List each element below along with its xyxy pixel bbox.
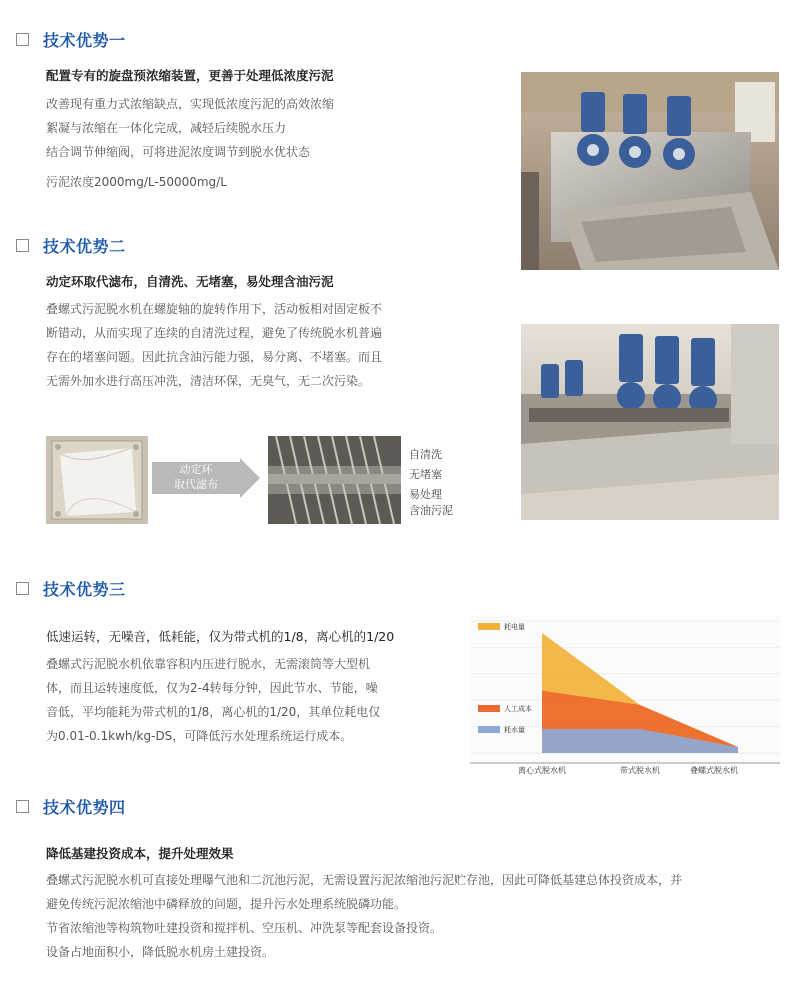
section-1-note xyxy=(46,170,227,194)
section-2-lead: 动定环取代滤布，自清洗、无堵塞，易处理含油污泥 xyxy=(46,274,334,289)
body-line: 叠螺式污泥脱水机可直接处理曝气池和二沉池污泥，无需设置污泥浓缩池污泥贮存池，因此可降低基建总体投资成本，并 xyxy=(46,873,683,887)
feature-item: 无堵塞 xyxy=(409,468,442,481)
feature-item: 易处理 xyxy=(409,488,442,501)
body-line: 存在的堵塞问题。因此抗含油污能力强，易分离、不堵塞。而且 xyxy=(46,350,383,364)
arrow-label-line: 动定环 xyxy=(179,463,213,476)
arrow-label-line: 取代滤布 xyxy=(174,478,218,491)
body-line: 节省浓缩池等构筑物吐建投资和搅拌机、空压机、冲洗泵等配套设备投资。 xyxy=(46,921,443,935)
body-line: 结合调节伸缩阀，可将进泥浓度调节到脱水优状态 xyxy=(46,145,311,159)
legend-label: 耗电量 xyxy=(504,623,525,631)
x-tick-label: 带式脱水机 xyxy=(620,766,660,775)
section-1-body xyxy=(46,92,334,164)
legend-label: 耗水量 xyxy=(504,726,525,734)
cost-comparison-chart xyxy=(470,615,780,775)
body-line: 为0.01-0.1kwh/kg-DS，可降低污水处理系统运行成本。 xyxy=(46,729,353,743)
section-3-header xyxy=(16,577,126,600)
body-line: 避免传统污泥浓缩池中磷释放的问题，提升污水处理系统脱磷功能。 xyxy=(46,897,407,911)
chart-svg xyxy=(470,615,780,775)
legend-swatch xyxy=(478,726,500,733)
checkbox-icon xyxy=(16,800,29,813)
replace-arrow xyxy=(152,458,262,498)
checkbox-icon xyxy=(16,33,29,46)
section-4-lead: 降低基建投资成本，提升处理效果 xyxy=(46,846,234,861)
machine-photo-1 xyxy=(521,72,779,270)
section-4-body xyxy=(46,868,682,964)
legend-swatch xyxy=(478,705,500,712)
legend-swatch xyxy=(478,623,500,630)
section-1-lead: 配置专有的旋盘预浓缩装置，更善于处理低浓度污泥 xyxy=(46,68,334,83)
stacked-rings-image xyxy=(268,436,401,524)
body-line: 叠螺式污泥脱水机依靠容积内压进行脱水，无需滚筒等大型机 xyxy=(46,657,371,671)
feature-list xyxy=(409,447,453,519)
legend-label: 人工成本 xyxy=(504,705,532,713)
x-tick-label: 离心式脱水机 xyxy=(518,766,566,775)
feature-item: 自清洗 xyxy=(409,448,442,461)
checkbox-icon xyxy=(16,239,29,252)
body-line: 体，而且运转速度低，仅为2-4转每分钟，因此节水、节能，噪 xyxy=(46,681,378,695)
section-3-body xyxy=(46,652,380,748)
body-line: 无需外加水进行高压冲洗，清洁环保，无臭气，无二次污染。 xyxy=(46,374,371,388)
body-line: 音低，平均能耗为带式机的1/8，离心机的1/20，其单位耗电仅 xyxy=(46,705,381,719)
section-2-title: 技术优势二 xyxy=(43,237,126,256)
section-2-header xyxy=(16,234,126,257)
body-line: 絮凝与浓缩在一体化完成，减轻后续脱水压力 xyxy=(46,121,287,135)
body-line: 改善现有重力式浓缩缺点，实现低浓度污泥的高效浓缩 xyxy=(46,97,335,111)
section-4-header xyxy=(16,795,126,818)
section-1-header xyxy=(16,28,126,51)
section-3-lead: 低速运转，无噪音，低耗能，仅为带式机的1/8，离心机的1/20 xyxy=(46,629,395,644)
body-line: 设备占地面积小，降低脱水机房土建投资。 xyxy=(46,945,275,959)
concentration-note: 污泥浓度2000mg/L-50000mg/L xyxy=(46,175,227,189)
body-line: 断错动，从而实现了连续的自清洗过程，避免了传统脱水机普遍 xyxy=(46,326,383,340)
x-tick-label: 叠螺式脱水机 xyxy=(690,766,738,775)
feature-item: 含油污泥 xyxy=(409,504,453,517)
section-1-title: 技术优势一 xyxy=(43,31,126,50)
section-2-body xyxy=(46,297,382,393)
section-3-title: 技术优势三 xyxy=(43,580,126,599)
checkbox-icon xyxy=(16,582,29,595)
filter-cloth-image xyxy=(46,436,148,524)
body-line: 叠螺式污泥脱水机在螺旋轴的旋转作用下，活动板相对固定板不 xyxy=(46,302,383,316)
machine-photo-2 xyxy=(521,324,779,520)
section-4-title: 技术优势四 xyxy=(43,798,126,817)
